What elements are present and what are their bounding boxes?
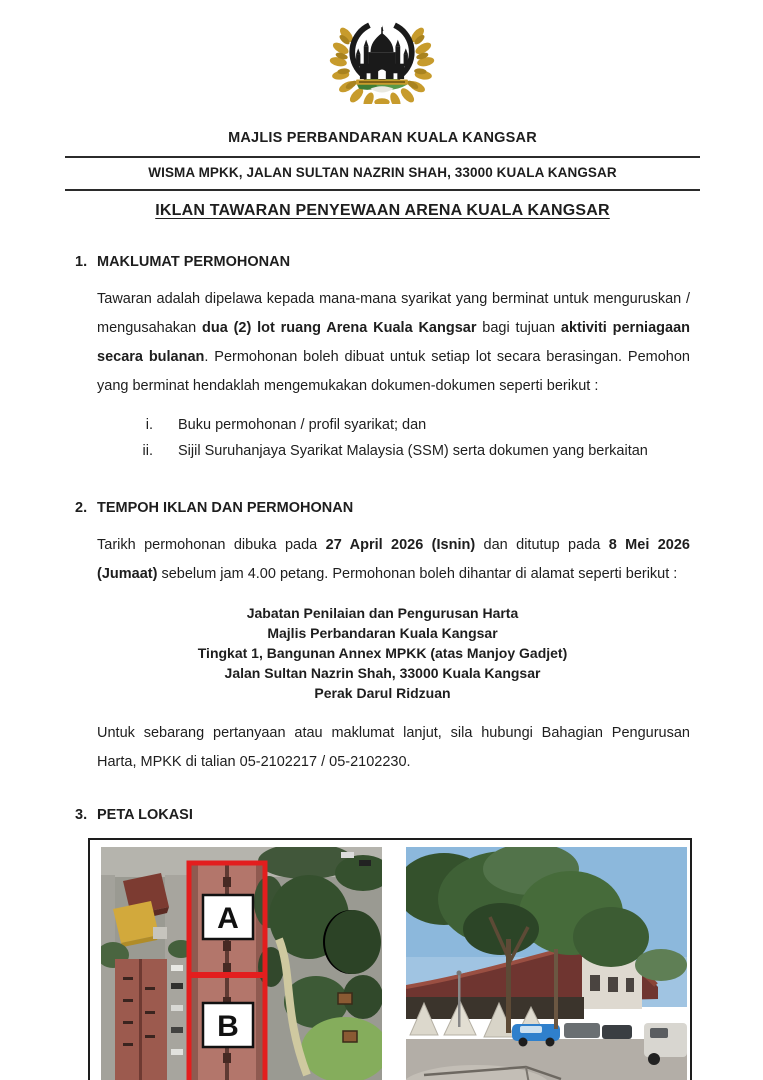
location-images-frame — [88, 838, 692, 1080]
header-divider-bottom — [65, 189, 700, 191]
submission-address — [65, 603, 700, 703]
address-line: Jabatan Penilaian dan Pengurusan Harta — [246, 605, 519, 621]
list-item — [65, 438, 700, 464]
address-line: Jalan Sultan Nazrin Shah, 33000 Kuala Kangsar — [224, 665, 541, 681]
svg-text:A: A — [217, 902, 239, 935]
arena-photo-image — [406, 847, 687, 1080]
aerial-map-image — [101, 847, 382, 1080]
left-building — [115, 959, 167, 1080]
section2-number: 2. — [75, 500, 88, 516]
section3-heading — [75, 807, 700, 823]
list-marker: ii. — [142, 443, 153, 459]
document-list — [65, 412, 700, 464]
address-line: Majlis Perbandaran Kuala Kangsar — [267, 625, 498, 641]
section1-number: 1. — [75, 254, 88, 270]
section3-number: 3. — [75, 807, 88, 823]
section3-title: PETA LOKASI — [97, 807, 193, 823]
org-name: MAJLIS PERBANDARAN KUALA KANGSAR — [228, 130, 537, 146]
lot-label-a — [203, 895, 253, 939]
section1-title: MAKLUMAT PERMOHONAN — [97, 254, 291, 270]
section2-title: TEMPOH IKLAN DAN PERMOHONAN — [97, 500, 354, 516]
banner-icon — [356, 80, 408, 85]
lot-label-b — [203, 1003, 253, 1047]
section1-heading — [75, 254, 700, 270]
contact-paragraph: Untuk sebarang pertanyaan atau maklumat lanjut, sila hubungi Bahagian Pengurusan Harta, MPKK di talian 05-2102217 / 05-2102230. — [97, 725, 690, 770]
org-address: WISMA MPKK, JALAN SULTAN NAZRIN SHAH, 33000 KUALA KANGSAR — [148, 165, 617, 180]
section-tempoh-iklan — [65, 500, 700, 777]
section-peta-lokasi — [65, 807, 700, 1080]
section2-paragraph: Tarikh permohonan dibuka pada 27 April 2026 (Isnin) dan ditutup pada 8 Mei 2026 (Jumaat) sebelum jam 4.00 petang. Permohonan boleh dihantar di alamat seperti berikut : — [97, 537, 690, 582]
list-item-text: Sijil Suruhanjaya Syarikat Malaysia (SSM) serta dokumen yang berkaitan — [178, 443, 648, 459]
logo-container — [0, 0, 763, 104]
svg-text:B: B — [217, 1010, 239, 1043]
section2-heading — [75, 500, 700, 516]
section1-paragraph: Tawaran adalah dipelawa kepada mana-mana syarikat yang berminat untuk menguruskan / mengusahakan dua (2) lot ruang Arena Kuala Kangsar bagi tujuan aktiviti perniagaan secara bulanan. Permohonan boleh dibuat untuk setiap lot secara berasingan. Pemohon yang berminat hendaklah mengemukakan dokumen-dokumen seperti berikut : — [97, 291, 690, 394]
section-maklumat-permohonan — [65, 254, 700, 464]
list-marker: i. — [145, 417, 153, 433]
list-item — [65, 412, 700, 438]
document-title: IKLAN TAWARAN PENYEWAAN ARENA KUALA KANGSAR — [155, 202, 610, 219]
mpkk-crest-logo — [324, 8, 440, 104]
list-item-text: Buku permohonan / profil syarikat; dan — [178, 417, 427, 433]
header-divider-top — [65, 156, 700, 158]
address-line: Perak Darul Ridzuan — [314, 685, 451, 701]
address-line: Tingkat 1, Bangunan Annex MPKK (atas Manjoy Gadjet) — [197, 645, 568, 661]
